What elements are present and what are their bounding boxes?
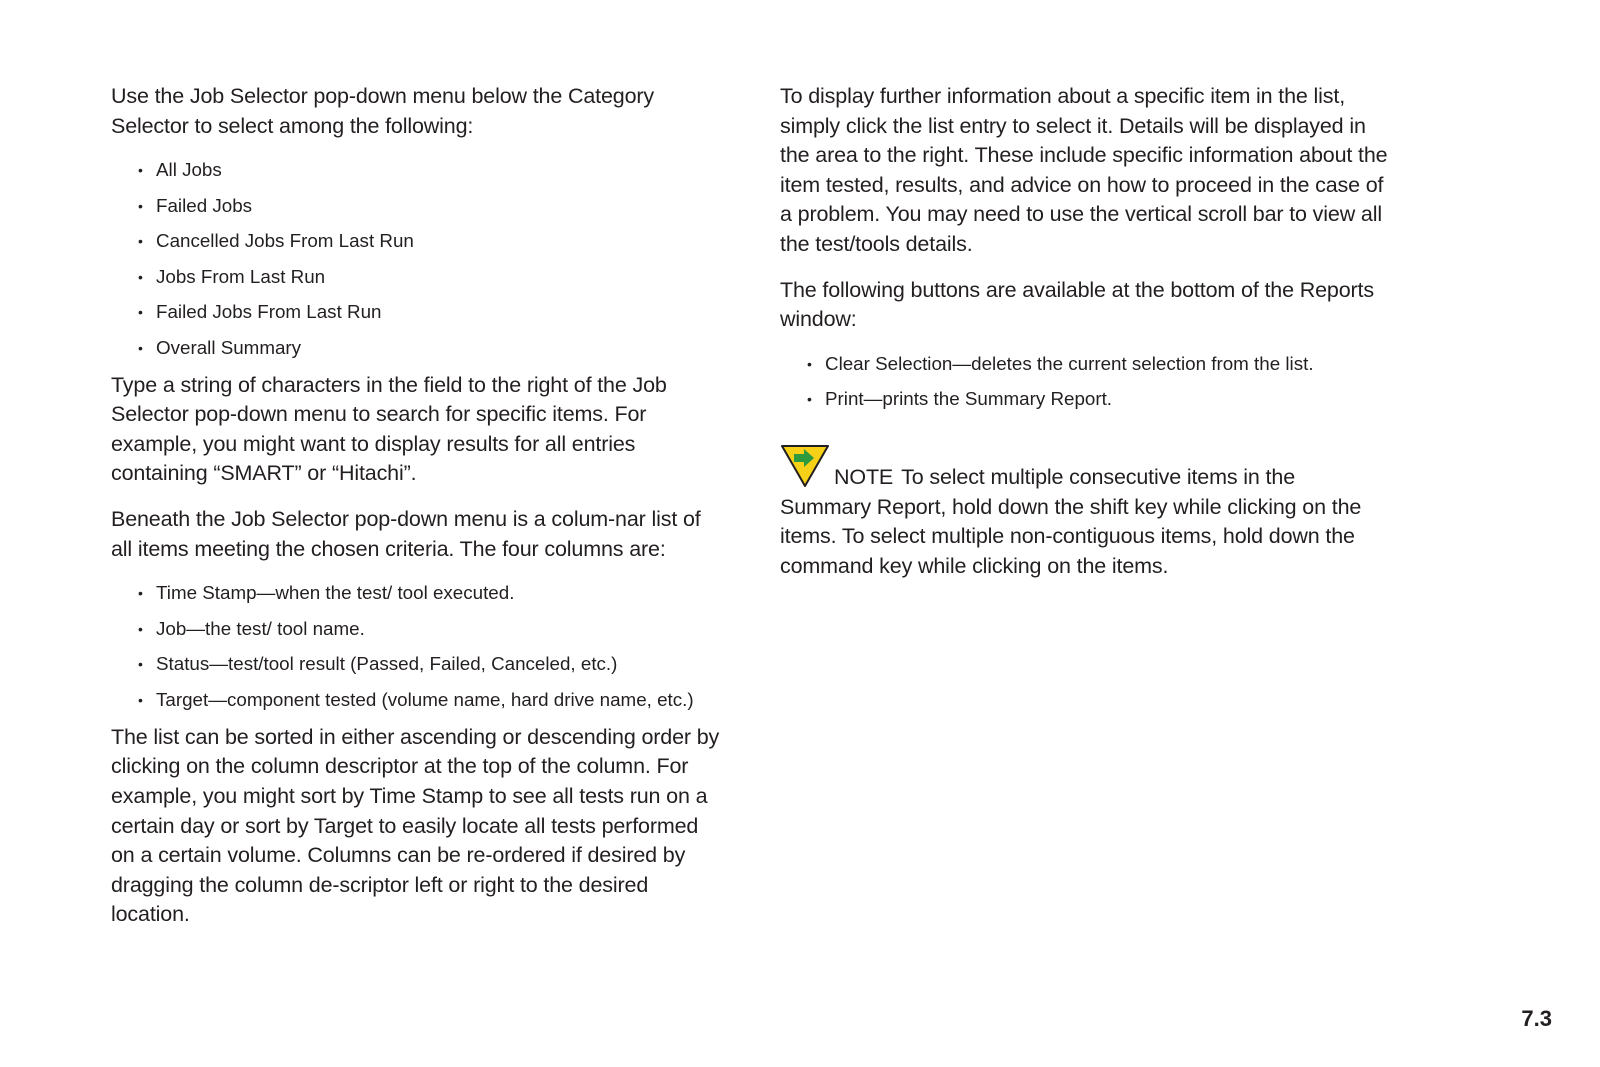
left-column <box>111 82 721 946</box>
list-item: • Print—prints the Summary Report. <box>780 386 1390 412</box>
list-item: • Time Stamp—when the test/ tool executed. <box>111 580 721 606</box>
bullet-icon: • <box>138 691 143 708</box>
bullet-icon: • <box>138 304 143 321</box>
note-label: NOTE <box>834 465 894 490</box>
list-item: • Overall Summary <box>111 335 721 361</box>
intro-paragraph: Use the Job Selector pop-down menu below the Category Selector to select among the following: <box>111 84 655 138</box>
bullet-icon: • <box>138 620 143 637</box>
details-paragraph: To display further information about a specific item in the list, simply click the list entry to select it. Details will be displayed in the area to the right. These include specific information about the item tested, results, and advice on how to proceed in the case of a problem. You may need to use the vertical scroll bar to view all the test/tools details. <box>780 84 1388 256</box>
sort-paragraph: The list can be sorted in either ascending or descending order by clicking on the column descriptor at the top of the column. For example, you might sort by Time Stamp to see all tests run on a certain day or sort by Target to easily locate all tests performed on a certain volume. Columns can be re-ordered if desired by dragging the column de-scriptor left or right to the desired location. <box>111 724 720 927</box>
bullet-icon: • <box>807 391 812 408</box>
bullet-icon: • <box>138 268 143 285</box>
right-column <box>780 82 1390 582</box>
list-item: • Clear Selection—deletes the current selection from the list. <box>780 351 1390 377</box>
list-item: • Cancelled Jobs From Last Run <box>111 228 721 254</box>
bullet-icon: • <box>138 585 143 602</box>
note-text: To select multiple consecutive items in the Summary Report, hold down the shift key while clicking on the items. To select multiple non-contiguous items, hold down the command key while clicking on the items. <box>780 465 1362 579</box>
page-number: 7.3 <box>1521 1006 1552 1031</box>
bullet-icon: • <box>138 162 143 179</box>
bullet-icon: • <box>138 197 143 214</box>
list-item: • Failed Jobs <box>111 193 721 219</box>
list-item: • Target—component tested (volume name, hard drive name, etc.) <box>111 687 721 713</box>
buttons-intro-paragraph: The following buttons are available at the bottom of the Reports window: <box>780 277 1374 332</box>
note-block <box>780 444 1390 581</box>
bullet-icon: • <box>138 233 143 250</box>
buttons-list <box>780 351 1390 413</box>
list-item: • Failed Jobs From Last Run <box>111 299 721 325</box>
columns-intro-paragraph: Beneath the Job Selector pop-down menu is a colum-nar list of all items meeting the chosen criteria. The four columns are: <box>111 507 701 561</box>
bullet-icon: • <box>138 339 143 356</box>
list-item: • Job—the test/ tool name. <box>111 616 721 642</box>
note-arrow-icon <box>780 444 830 488</box>
list-item: • Jobs From Last Run <box>111 264 721 290</box>
bullet-icon: • <box>138 656 143 673</box>
list-item: • All Jobs <box>111 157 721 183</box>
bullet-icon: • <box>807 355 812 372</box>
list-item: • Status—test/tool result (Passed, Failed, Canceled, etc.) <box>111 651 721 677</box>
job-options-list <box>111 157 721 361</box>
search-paragraph: Type a string of characters in the field to the right of the Job Selector pop-down menu to search for specific items. For example, you might want to display results for all entries containing “SMART” or “Hitachi”. <box>111 372 667 486</box>
columns-list <box>111 580 721 713</box>
